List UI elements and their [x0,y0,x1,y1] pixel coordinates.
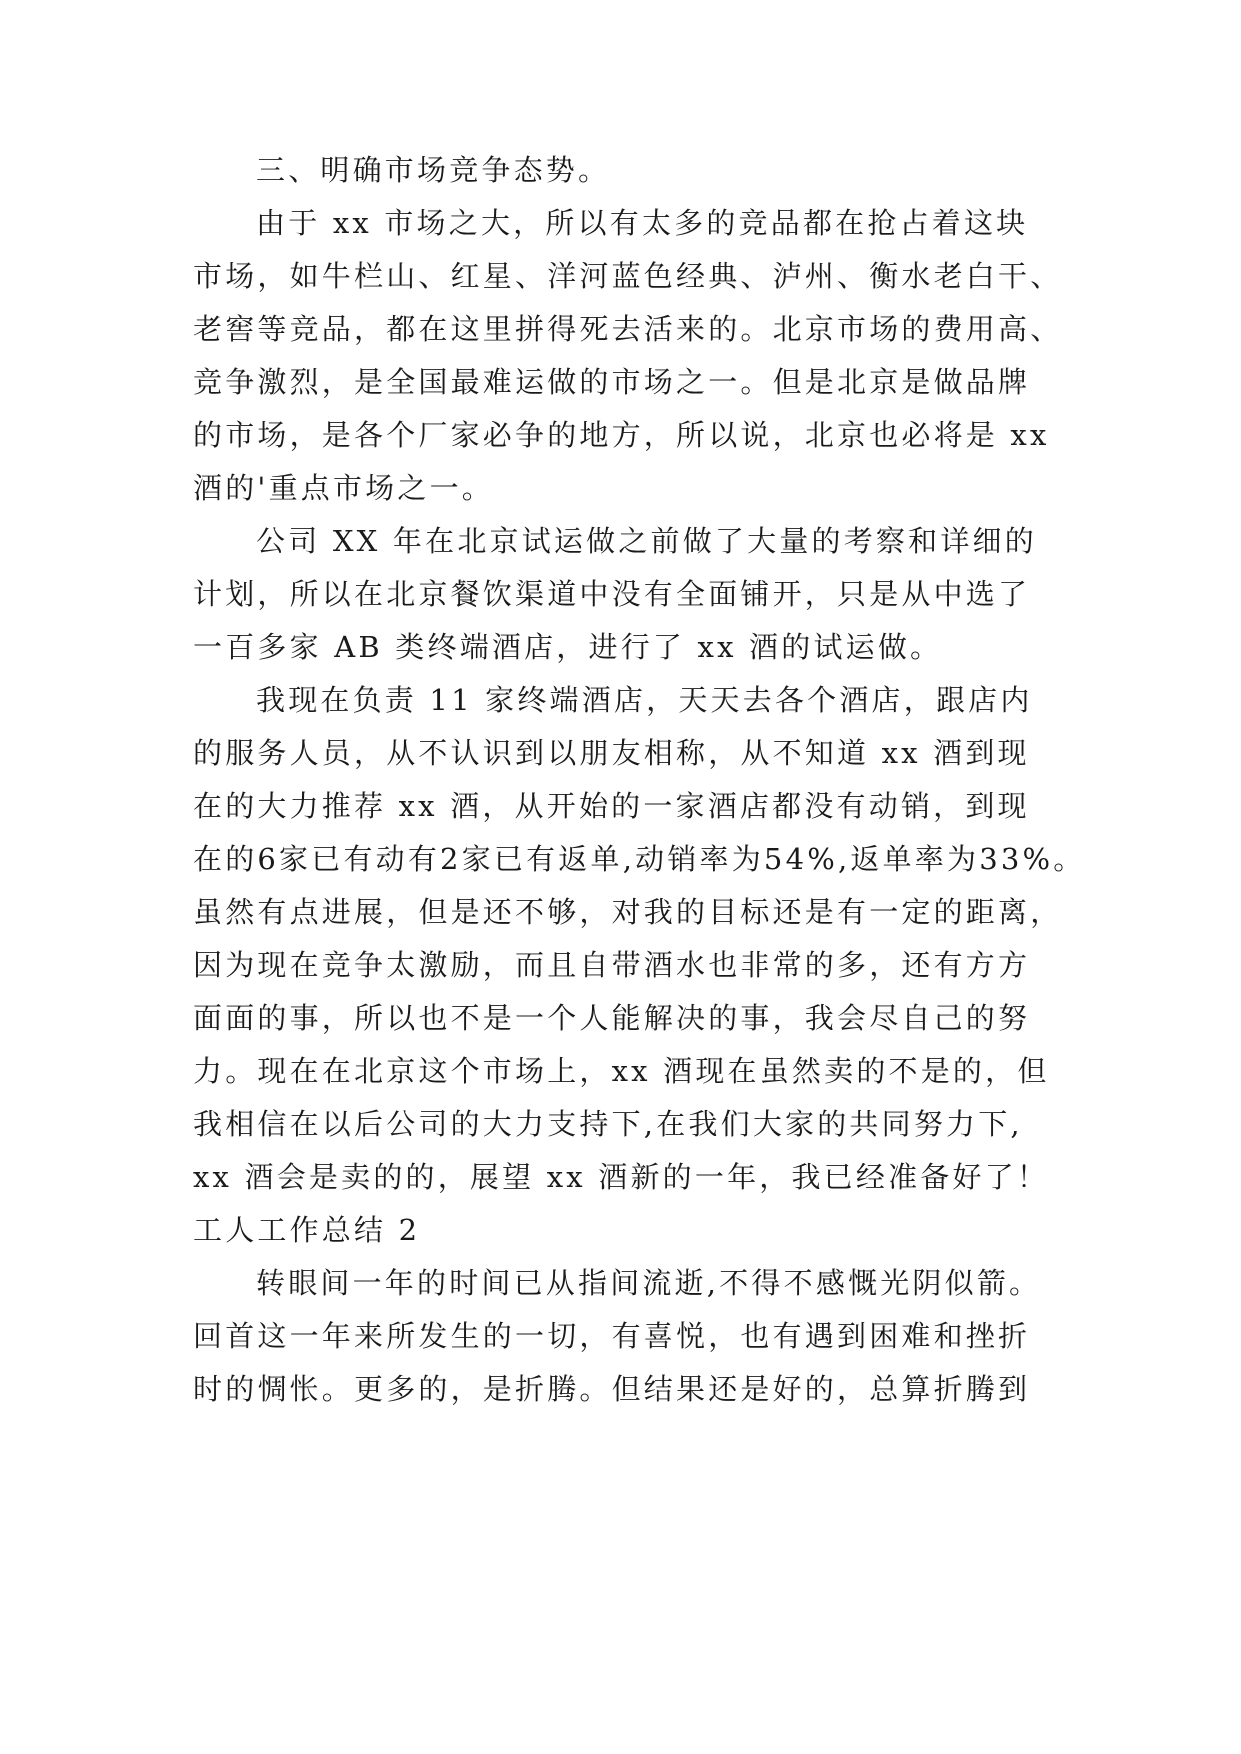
paragraph-line: 我相信在以后公司的大力支持下,在我们大家的共同努力下, [193,1107,1023,1141]
paragraph-line: 力。现在在北京这个市场上，xx 酒现在虽然卖的不是的，但 [193,1054,1050,1088]
paragraph-line: 市场，如牛栏山、红星、洋河蓝色经典、泸州、衡水老白干、 [193,259,1063,293]
paragraph-line: 老窖等竞品，都在这里拼得死去活来的。北京市场的费用高、 [193,312,1063,346]
paragraph-line: 由于 xx 市场之大，所以有太多的竞品都在抢占着这块 [256,206,1029,240]
paragraph-line: 虽然有点进展，但是还不够，对我的目标还是有一定的距离， [193,895,1063,929]
paragraph-line: xx 酒会是卖的的，展望 xx 酒新的一年，我已经准备好了！ [193,1160,1050,1194]
paragraph-line: 面面的事，所以也不是一个人能解决的事，我会尽自己的努 [193,1001,1031,1035]
paragraph-line: 计划，所以在北京餐饮渠道中没有全面铺开，只是从中选了 [193,577,1031,611]
paragraph-line: 酒的'重点市场之一。 [193,471,494,505]
paragraph-line: 公司 XX 年在北京试运做之前做了大量的考察和详细的 [256,524,1037,558]
paragraph-line: 转眼间一年的时间已从指间流逝,不得不感慨光阴似箭。 [256,1266,1042,1300]
paragraph-line: 一百多家 AB 类终端酒店，进行了 xx 酒的试运做。 [193,630,943,664]
section-heading: 三、明确市场竞争态势。 [256,153,611,187]
paragraph-line: 我现在负责 11 家终端酒店，天天去各个酒店，跟店内 [256,683,1033,717]
paragraph-line: 回首这一年来所发生的一切，有喜悦，也有遇到困难和挫折 [193,1319,1031,1353]
section-title: 工人工作总结 2 [193,1213,421,1247]
paragraph-line: 的服务人员，从不认识到以朋友相称，从不知道 xx 酒到现 [193,736,1030,770]
paragraph-line: 的市场，是各个厂家必争的地方，所以说，北京也必将是 xx [193,418,1050,452]
paragraph-line: 在的6家已有动有2家已有返单,动销率为54%,返单率为33%。 [193,842,1086,876]
paragraph-line: 竞争激烈，是全国最难运做的市场之一。但是北京是做品牌 [193,365,1031,399]
paragraph-line: 因为现在竞争太激励，而且自带酒水也非常的多，还有方方 [193,948,1031,982]
paragraph-line: 时的惆怅。更多的，是折腾。但结果还是好的，总算折腾到 [193,1372,1031,1406]
paragraph-line: 在的大力推荐 xx 酒，从开始的一家酒店都没有动销，到现 [193,789,1030,823]
